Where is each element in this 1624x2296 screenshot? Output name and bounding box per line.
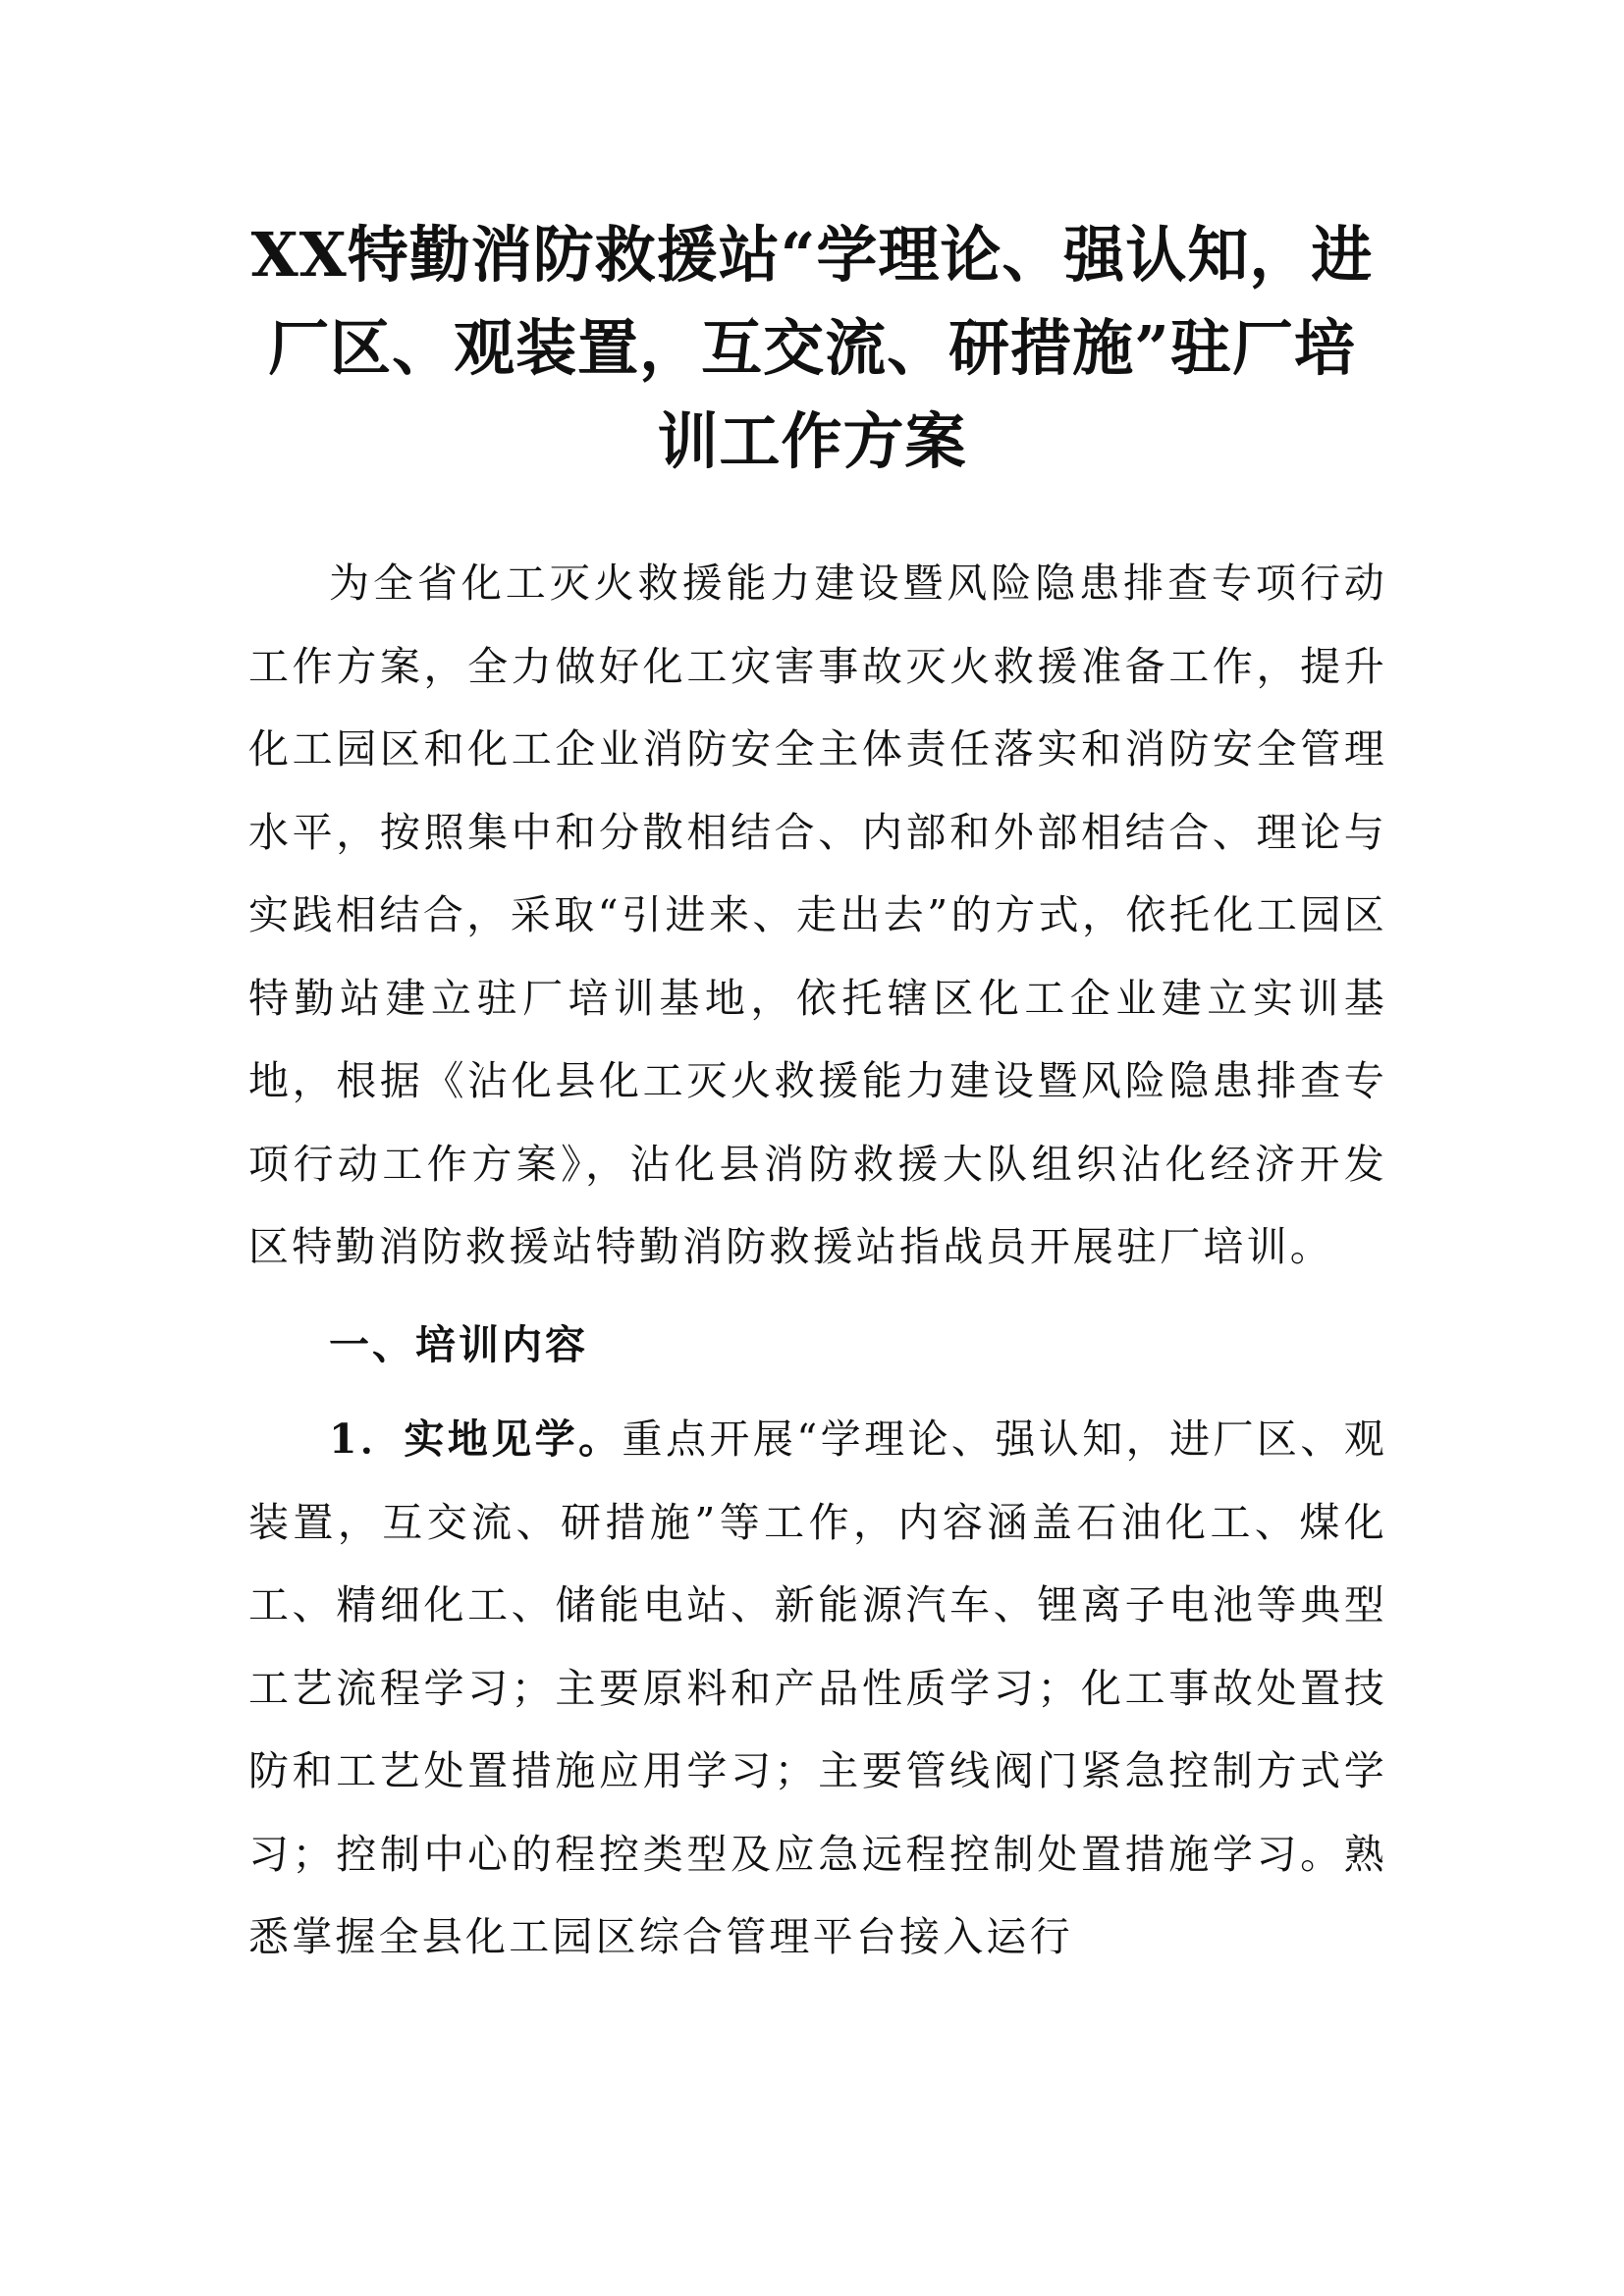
title-line-1: XX特勤消防救援站“学理论、强认知，进 [250,219,1374,291]
item-1-text: 重点开展“学理论、强认知，进厂区、观装置，互交流、研措施”等工作，内容涵盖石油化工、煤化工、精细化工、储能电站、新能源汽车、锂离子电池等典型工艺流程学习；主要原料和产品性质学习；化工事故处置技防和工艺处置措施应用学习；主要管线阀门紧急控制方式学习；控制中心的程控类型及应急远程控制处置措施学习。熟悉掌握全县化工园区综合管理平台接入运行 [248,1415,1387,1960]
title-line-3: 训工作方案 [657,405,967,477]
section-heading: 一、培训内容 [329,1320,588,1368]
document-title [236,208,1388,488]
title-line-2: 厂区、观装置，互交流、研措施”驻厂培 [268,312,1356,384]
item-1-paragraph [248,1398,1387,1979]
item-1-label: 1．实地见学。 [329,1415,623,1463]
document-body [248,542,1387,1979]
intro-paragraph: 为全省化工灭火救援能力建设暨风险隐患排查专项行动工作方案，全力做好化工灾害事故灭火救援准备工作，提升化工园区和化工企业消防安全主体责任落实和消防安全管理水平，按照集中和分散相结合、内部和外部相结合、理论与实践相结合，采取“引进来、走出去”的方式，依托化工园区特勤站建立驻厂培训基地，依托辖区化工企业建立实训基地，根据《沾化县化工灭火救援能力建设暨风险隐患排查专项行动工作方案》，沾化县消防救援大队组织沾化经济开发区特勤消防救援站特勤消防救援站指战员开展驻厂培训。 [248,560,1387,1270]
